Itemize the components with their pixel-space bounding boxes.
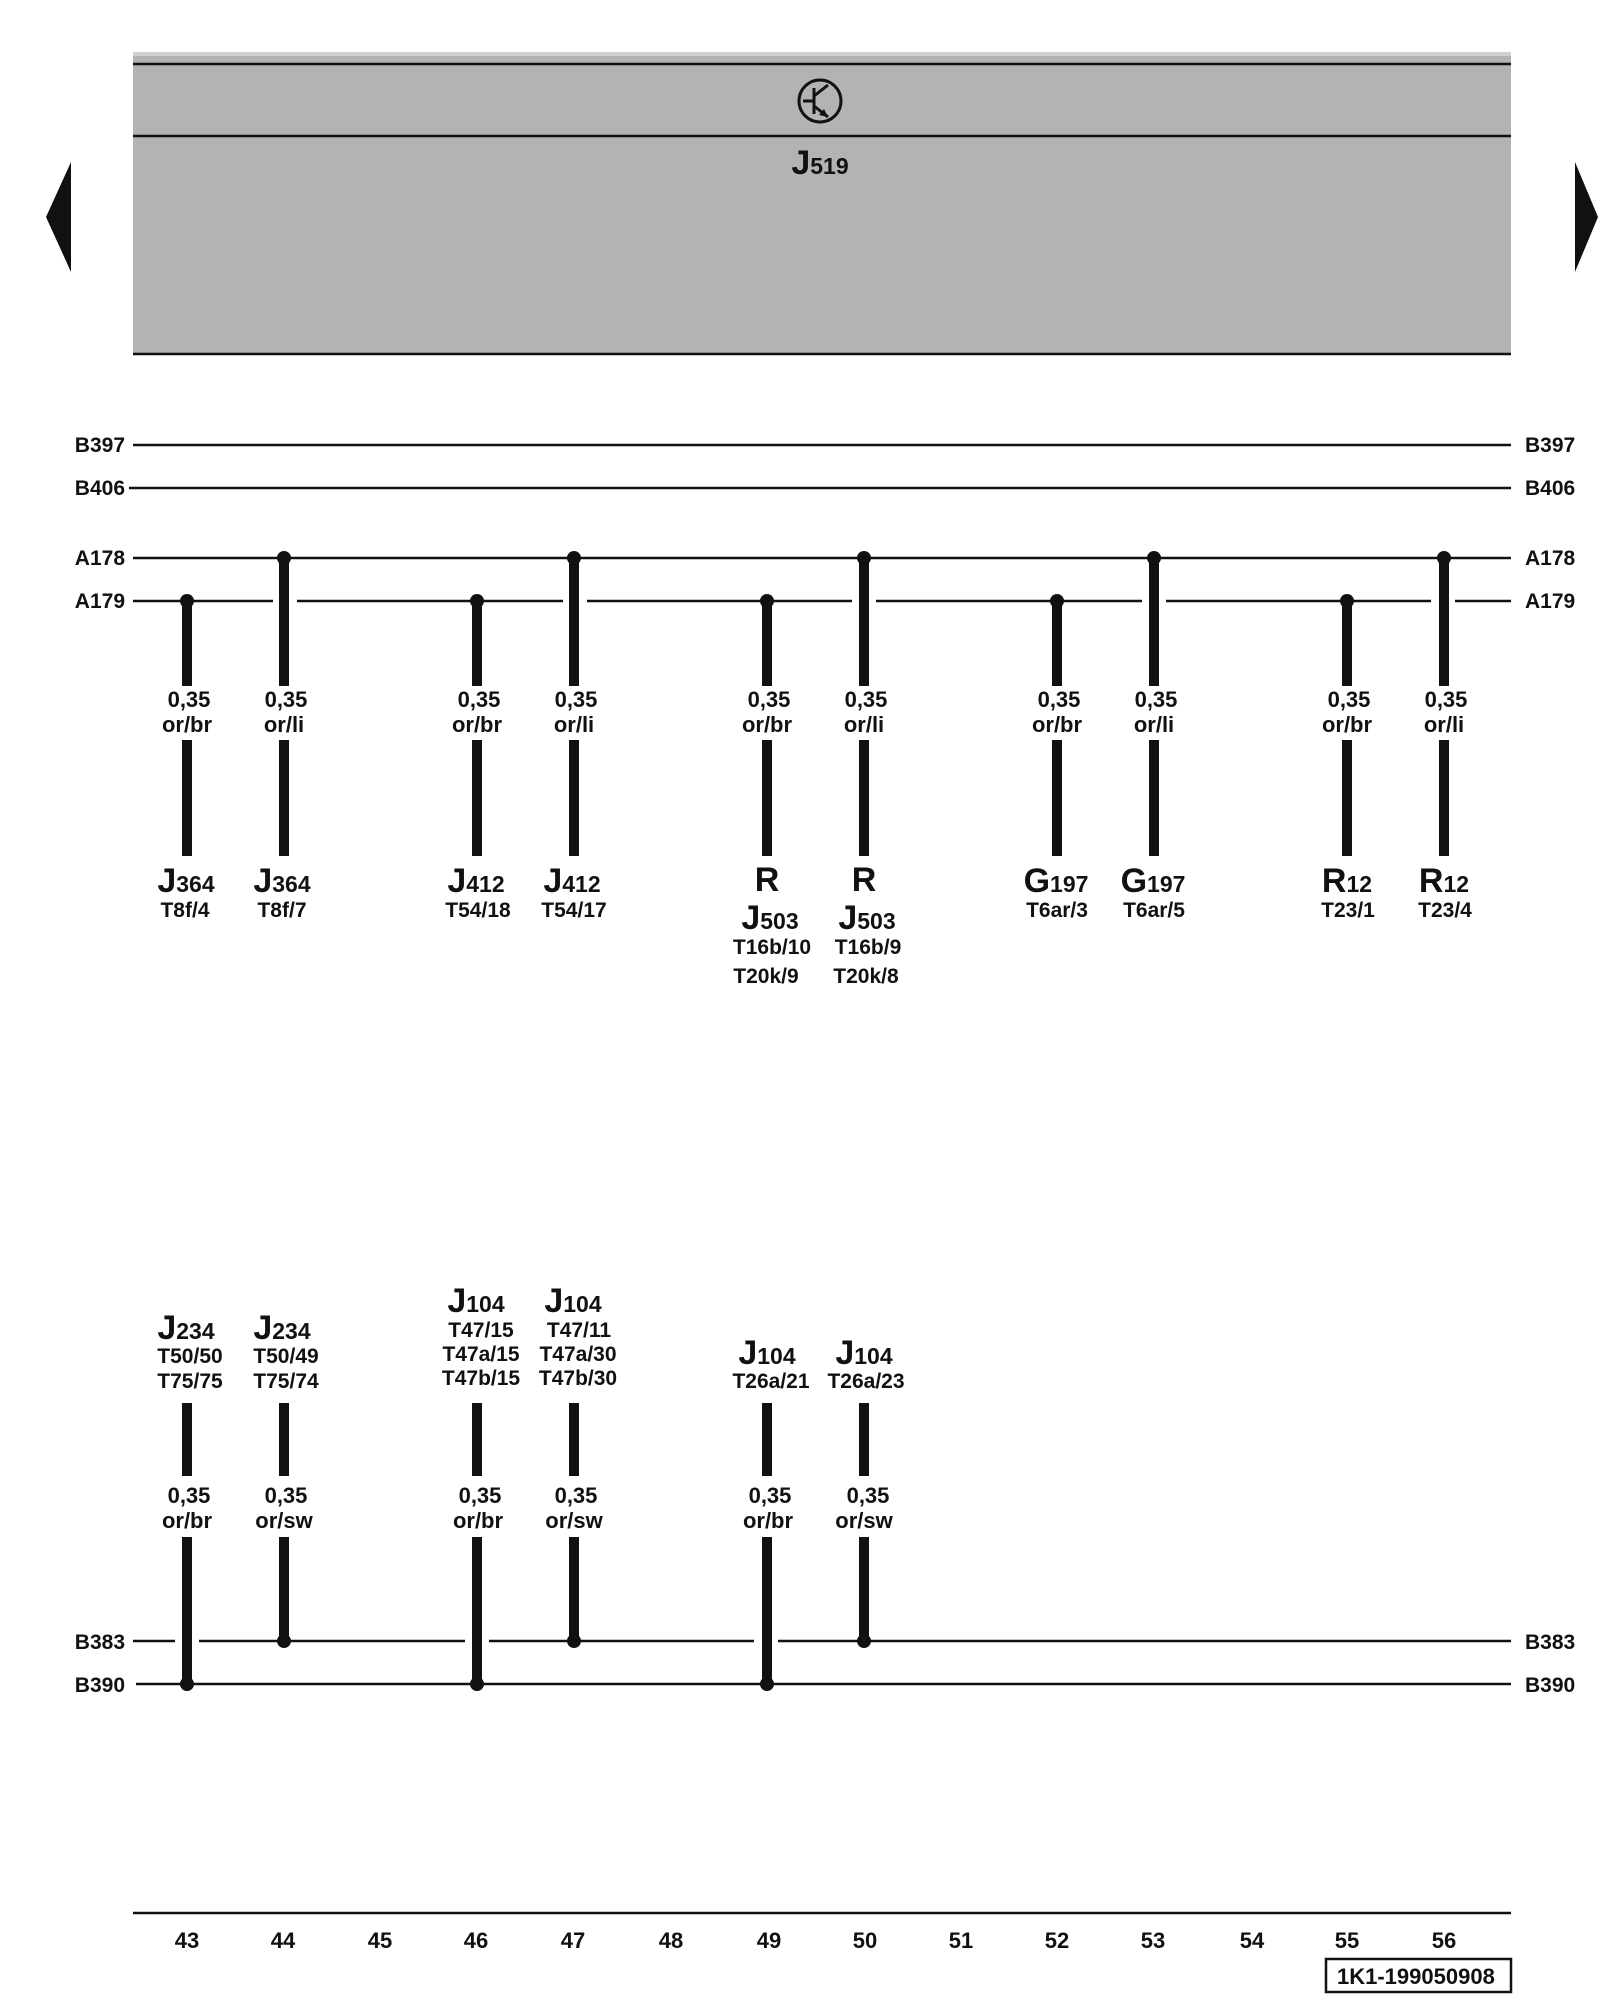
- pin-label: T23/1: [1321, 899, 1375, 922]
- component-label: [738, 1334, 796, 1372]
- component-number: 104: [854, 1343, 893, 1369]
- column-number: 44: [270, 1928, 296, 1953]
- column-number: 51: [948, 1928, 974, 1953]
- pin-label: T47b/15: [441, 1367, 521, 1390]
- wire-size-label: 0,35: [1327, 687, 1371, 712]
- wire-color-label: or/li: [843, 712, 885, 737]
- component-label: [447, 862, 504, 900]
- component-letter: G: [1023, 862, 1051, 900]
- triangle-left-icon[interactable]: [46, 162, 71, 272]
- junction-dot: [1437, 551, 1451, 565]
- junction-dot: [277, 1634, 291, 1648]
- wire-size-label: 0,35: [554, 687, 598, 712]
- component-number: 12: [1443, 871, 1470, 897]
- column-number: 52: [1044, 1928, 1070, 1953]
- pin-label: T26a/23: [827, 1370, 905, 1393]
- wire-size-label: 0,35: [747, 687, 791, 712]
- wire-color-label: or/br: [742, 1508, 794, 1533]
- component-label: [157, 862, 215, 900]
- pin-label: T75/74: [253, 1370, 319, 1393]
- bus-label-a179-left: A179: [74, 590, 125, 613]
- wire-size-label: 0,35: [167, 1483, 211, 1508]
- junction-dot: [760, 594, 774, 608]
- pin-label: T47b/30: [538, 1367, 618, 1390]
- column-numbers: [175, 1928, 1456, 1953]
- wire-color-label: or/li: [1423, 712, 1465, 737]
- pin-label: T20k/9: [733, 965, 799, 988]
- upper-wire-46: [445, 594, 511, 922]
- component-letter: J: [543, 862, 563, 900]
- bus-lines: [129, 445, 1511, 1684]
- junction-dot: [277, 551, 291, 565]
- component-letter: J: [544, 1282, 564, 1320]
- component-number: 12: [1346, 871, 1373, 897]
- junction-dot: [1147, 551, 1161, 565]
- column-number: 43: [174, 1928, 200, 1953]
- component-label: [253, 862, 311, 900]
- module-body: [133, 54, 1511, 354]
- upper-wire-53: [1121, 551, 1186, 922]
- wire-color-label: or/sw: [835, 1508, 893, 1533]
- component-letter: J: [447, 1282, 467, 1320]
- component-letter: R: [1418, 862, 1444, 900]
- wire-size-label: 0,35: [264, 687, 308, 712]
- lower-wire-46: [442, 1282, 521, 1691]
- document-code: 1K1-199050908: [1337, 1964, 1495, 1989]
- control-module-j519: [133, 54, 1511, 354]
- upper-wire-44: [253, 551, 311, 922]
- wire-size-label: 0,35: [264, 1483, 308, 1508]
- component-number: 104: [757, 1343, 796, 1369]
- module-label-sub: 519: [810, 153, 849, 179]
- pin-label: T16b/10: [732, 936, 812, 959]
- pin-label: T54/18: [445, 899, 511, 922]
- junction-dot: [470, 594, 484, 608]
- component-label: [1024, 862, 1089, 900]
- component-letter: J: [835, 1334, 855, 1372]
- component-label: [838, 899, 895, 937]
- component-number: 364: [272, 871, 311, 897]
- component-prefix-label: R: [851, 861, 877, 899]
- lower-wire-50: [827, 1334, 904, 1648]
- pin-label: T8f/7: [257, 899, 307, 922]
- junction-dot: [567, 551, 581, 565]
- upper-wire-49: [733, 594, 811, 988]
- lower-wire-44: [253, 1309, 319, 1648]
- lower-wire-49: [732, 1334, 809, 1691]
- component-letter: G: [1120, 862, 1148, 900]
- pin-label: T23/4: [1418, 899, 1472, 922]
- wire-color-label: or/br: [161, 712, 213, 737]
- pin-label: T50/50: [157, 1345, 223, 1368]
- lower-wire-43: [157, 1309, 223, 1691]
- component-number: 503: [760, 908, 799, 934]
- pin-label: T47a/15: [442, 1343, 520, 1366]
- wire-size-label: 0,35: [167, 687, 211, 712]
- wire-color-label: or/br: [1321, 712, 1373, 737]
- junction-dot: [760, 1677, 774, 1691]
- component-label: [157, 1309, 215, 1347]
- bus-label-a178-left: A178: [74, 547, 125, 570]
- upper-wire-56: [1418, 551, 1472, 922]
- component-number: 412: [562, 871, 601, 897]
- pin-label: T75/75: [157, 1370, 223, 1393]
- column-number: 45: [367, 1928, 393, 1953]
- lower-wire-47: [539, 1282, 617, 1648]
- component-number: 234: [272, 1318, 311, 1344]
- column-number: 49: [756, 1928, 782, 1953]
- wire-color-label: or/br: [452, 1508, 504, 1533]
- component-letter: J: [838, 899, 858, 937]
- bus-label-b406-right: B406: [1525, 477, 1576, 500]
- junction-dot: [470, 1677, 484, 1691]
- component-number: 503: [857, 908, 896, 934]
- wire-size-label: 0,35: [1037, 687, 1081, 712]
- column-number: 55: [1334, 1928, 1360, 1953]
- junction-dot: [857, 1634, 871, 1648]
- component-number: 104: [563, 1291, 602, 1317]
- component-letter: R: [1321, 862, 1347, 900]
- component-letter: J: [253, 1309, 273, 1347]
- pin-label: T16b/9: [834, 936, 902, 959]
- wire-color-label: or/br: [741, 712, 793, 737]
- upper-wire-47: [541, 551, 606, 922]
- document-code-box: [1326, 1959, 1511, 1992]
- bus-label-a179-right: A179: [1525, 590, 1576, 613]
- component-prefix-label: R: [754, 861, 780, 899]
- component-label: [741, 899, 798, 937]
- component-label: [544, 1282, 602, 1320]
- bus-label-b397-right: B397: [1525, 434, 1576, 457]
- wire-color-label: or/li: [1133, 712, 1175, 737]
- bus-label-b397-left: B397: [74, 434, 125, 457]
- upper-wire-50: [833, 551, 901, 988]
- pin-label: T6ar/5: [1123, 899, 1185, 922]
- pin-label: T47a/30: [539, 1343, 617, 1366]
- wire-color-label: or/br: [161, 1508, 213, 1533]
- junction-dot: [180, 1677, 194, 1691]
- component-label: [1322, 862, 1372, 900]
- component-number: 412: [466, 871, 505, 897]
- column-number: 50: [852, 1928, 878, 1953]
- component-label: [835, 1334, 893, 1372]
- wire-size-label: 0,35: [1134, 687, 1178, 712]
- upper-wire-55: [1321, 594, 1375, 922]
- bus-label-b390-right: B390: [1525, 1674, 1576, 1697]
- junction-dot: [1340, 594, 1354, 608]
- upper-wire-43: [157, 594, 215, 922]
- component-label: [447, 1282, 505, 1320]
- component-label: [253, 1309, 311, 1347]
- wire-size-label: 0,35: [846, 1483, 890, 1508]
- column-number: 47: [560, 1928, 586, 1953]
- wire-color-label: or/br: [1031, 712, 1083, 737]
- wire-size-label: 0,35: [1424, 687, 1468, 712]
- column-number: 56: [1431, 1928, 1457, 1953]
- junction-dot: [857, 551, 871, 565]
- column-number: 46: [463, 1928, 489, 1953]
- wire-size-label: 0,35: [554, 1483, 598, 1508]
- wire-size-label: 0,35: [458, 1483, 502, 1508]
- junction-dot: [180, 594, 194, 608]
- pin-label: T6ar/3: [1026, 899, 1088, 922]
- pin-label: T54/17: [541, 899, 607, 922]
- bus-label-a178-right: A178: [1525, 547, 1576, 570]
- pin-label: T8f/4: [160, 899, 210, 922]
- upper-wire-52: [1024, 594, 1089, 922]
- pin-label: T47/15: [448, 1319, 514, 1342]
- component-letter: J: [253, 862, 273, 900]
- component-letter: J: [447, 862, 467, 900]
- wire-color-label: or/br: [451, 712, 503, 737]
- bus-label-b383-left: B383: [74, 1631, 125, 1654]
- pin-label: T47/11: [546, 1319, 612, 1342]
- wire-size-label: 0,35: [844, 687, 888, 712]
- component-number: 104: [466, 1291, 505, 1317]
- component-letter: J: [738, 1334, 758, 1372]
- component-number: 234: [176, 1318, 215, 1344]
- component-letter: J: [157, 1309, 177, 1347]
- component-label: [1419, 862, 1469, 900]
- column-number: 48: [658, 1928, 684, 1953]
- component-label: [1121, 862, 1186, 900]
- component-number: 197: [1147, 871, 1186, 897]
- junction-dot: [1050, 594, 1064, 608]
- bus-label-b406-left: B406: [74, 477, 125, 500]
- component-number: 364: [176, 871, 215, 897]
- component-label: [543, 862, 600, 900]
- junction-dot: [567, 1634, 581, 1648]
- module-label-main: J: [791, 144, 811, 182]
- pin-label: T50/49: [253, 1345, 319, 1368]
- component-letter: J: [157, 862, 177, 900]
- triangle-right-icon[interactable]: [1575, 162, 1598, 272]
- component-letter: J: [741, 899, 761, 937]
- bus-label-b383-right: B383: [1525, 1631, 1576, 1654]
- pin-label: T20k/8: [833, 965, 899, 988]
- wire-color-label: or/li: [263, 712, 305, 737]
- wire-size-label: 0,35: [748, 1483, 792, 1508]
- bus-label-b390-left: B390: [74, 1674, 125, 1697]
- column-number: 54: [1239, 1928, 1265, 1953]
- pin-label: T26a/21: [732, 1370, 810, 1393]
- wire-color-label: or/sw: [255, 1508, 313, 1533]
- column-number: 53: [1140, 1928, 1166, 1953]
- wire-size-label: 0,35: [457, 687, 501, 712]
- component-number: 197: [1050, 871, 1089, 897]
- wire-color-label: or/li: [553, 712, 595, 737]
- wire-color-label: or/sw: [545, 1508, 603, 1533]
